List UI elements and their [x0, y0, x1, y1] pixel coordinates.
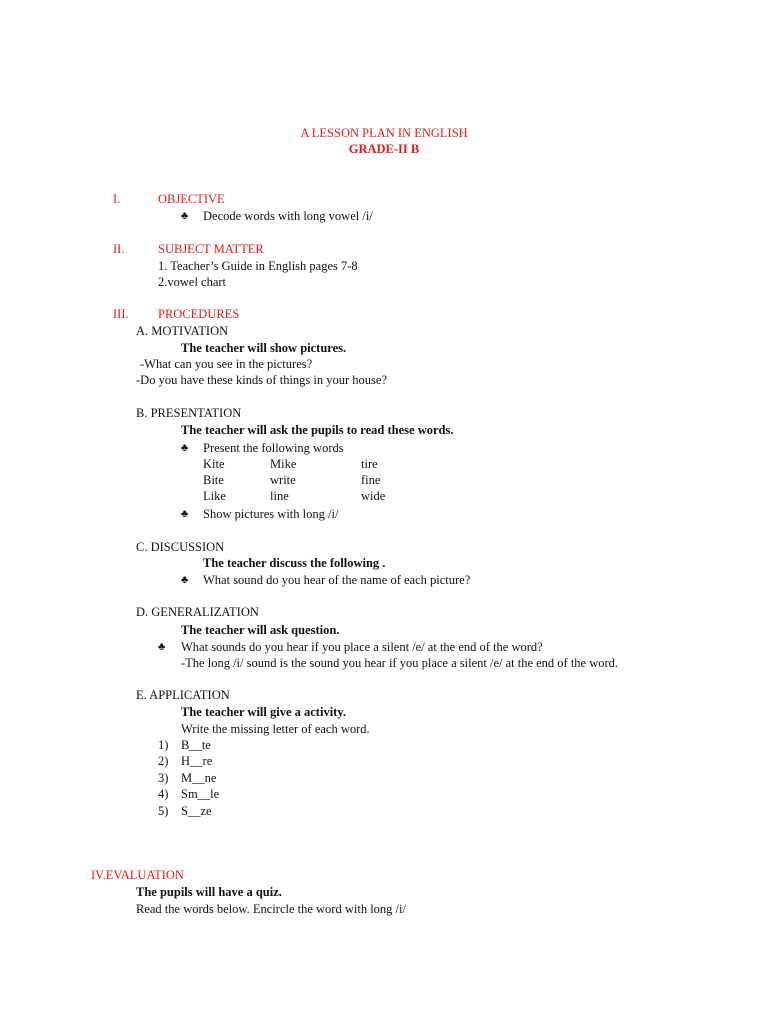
list-item-number: 5): [158, 804, 169, 818]
word-cell: tire: [361, 457, 378, 471]
motivation-line: -Do you have these kinds of things in your house?: [136, 373, 388, 387]
section-title-subject-matter: SUBJECT MATTER: [158, 242, 264, 256]
subsection-title-discussion: C. DISCUSSION: [136, 540, 225, 554]
list-item: Sm__le: [181, 787, 220, 801]
list-item: M__ne: [181, 771, 217, 785]
word-cell: Like: [203, 489, 226, 503]
list-item: S__ze: [181, 804, 212, 818]
list-item: B__te: [181, 738, 211, 752]
section-numeral-objective: I.: [113, 192, 121, 206]
application-instruction: The teacher will give a activity.: [181, 705, 347, 719]
subsection-title-application: E. APPLICATION: [136, 688, 230, 702]
motivation-line: -What can you see in the pictures?: [140, 357, 313, 371]
list-item-number: 2): [158, 754, 169, 768]
motivation-instruction: The teacher will show pictures.: [181, 341, 347, 355]
objective-item: Decode words with long vowel /i/: [203, 209, 373, 223]
word-cell: wide: [361, 489, 386, 503]
club-bullet-icon: ♣: [158, 641, 166, 653]
document-title: A LESSON PLAN IN ENGLISH: [300, 126, 468, 140]
subject-matter-item: 1. Teacher’s Guide in English pages 7-8: [158, 259, 358, 273]
list-item: H__re: [181, 754, 213, 768]
section-numeral-subject-matter: II.: [113, 242, 125, 256]
club-bullet-icon: ♣: [181, 210, 189, 222]
subsection-title-motivation: A. MOTIVATION: [136, 324, 229, 338]
club-bullet-icon: ♣: [181, 508, 189, 520]
generalization-answer: -The long /i/ sound is the sound you hear if you place a silent /e/ at the end of the word.: [181, 656, 619, 670]
generalization-instruction: The teacher will ask question.: [181, 623, 340, 637]
section-numeral-procedures: III.: [113, 307, 129, 321]
presentation-instruction: The teacher will ask the pupils to read these words.: [181, 423, 454, 437]
discussion-bullet: What sound do you hear of the name of each picture?: [203, 573, 471, 587]
word-cell: write: [270, 473, 296, 487]
club-bullet-icon: ♣: [181, 574, 189, 586]
presentation-bullet: Present the following words: [203, 441, 344, 455]
subject-matter-item: 2.vowel chart: [158, 275, 227, 289]
application-direction: Write the missing letter of each word.: [181, 722, 370, 736]
evaluation-instruction: The pupils will have a quiz.: [136, 885, 282, 899]
document-subtitle: GRADE-II B: [348, 142, 420, 156]
word-cell: fine: [361, 473, 381, 487]
list-item-number: 1): [158, 738, 169, 752]
word-cell: Kite: [203, 457, 225, 471]
evaluation-direction: Read the words below. Encircle the word with long /i/: [136, 902, 406, 916]
club-bullet-icon: ♣: [181, 442, 189, 454]
word-cell: Bite: [203, 473, 224, 487]
section-title-objective: OBJECTIVE: [158, 192, 225, 206]
list-item-number: 4): [158, 787, 169, 801]
word-cell: Mike: [270, 457, 297, 471]
section-title-procedures: PROCEDURES: [158, 307, 240, 321]
generalization-bullet: What sounds do you hear if you place a silent /e/ at the end of the word?: [181, 640, 543, 654]
word-cell: line: [270, 489, 289, 503]
subsection-title-presentation: B. PRESENTATION: [136, 406, 242, 420]
discussion-instruction: The teacher discuss the following .: [203, 556, 386, 570]
list-item-number: 3): [158, 771, 169, 785]
subsection-title-generalization: D. GENERALIZATION: [136, 605, 259, 619]
section-title-evaluation: IV.EVALUATION: [91, 868, 184, 882]
presentation-bullet: Show pictures with long /i/: [203, 507, 339, 521]
